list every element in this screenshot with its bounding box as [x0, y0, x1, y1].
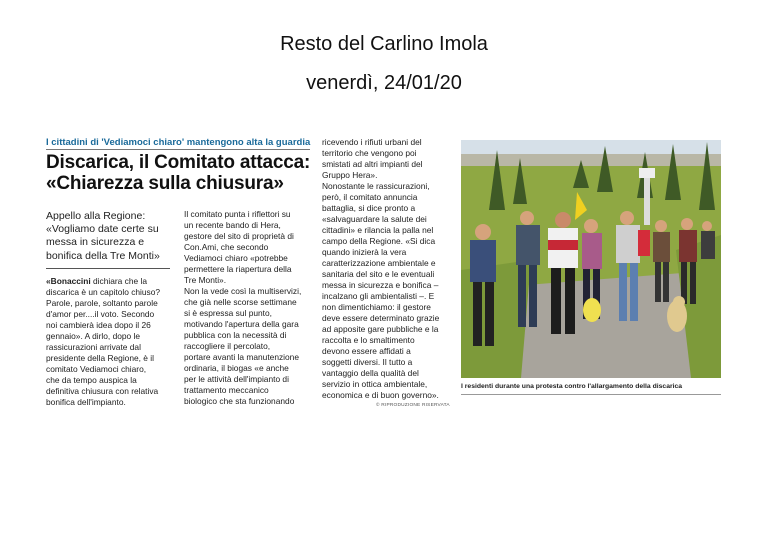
lead-word: «Bonaccini [46, 276, 91, 286]
subhead-divider [46, 268, 170, 269]
kicker-divider [46, 149, 310, 150]
article-kicker: I cittadini di 'Vediamoci chiaro' mantengono alta la guardia [46, 137, 311, 148]
article-headline: Discarica, il Comitato attacca: «Chiarezza sulla chiusura» [46, 152, 311, 194]
article-column-1 [46, 276, 174, 408]
protest-photo-illustration [461, 140, 721, 378]
column-1-text: dichiara che la discarica è un capitolo chiuso? Parole, parole, soltanto parole d'amor per....il voto. Secondo noi cambierà idea dopo il 26 gennaio». A dirlo, dopo le rassicurazioni arrivate dal presidente della Regione, è il comitato Vediamoci chiaro, che da tempo auspica la definitiva chiusura con relativa bonifica dell'impianto. [46, 276, 161, 407]
copyright-credit: © RIPRODUZIONE RISERVATA [376, 403, 450, 408]
protest-photo [461, 140, 721, 378]
caption-divider [461, 394, 721, 395]
photo-caption: I residenti durante una protesta contro l'allargamento della discarica [461, 383, 683, 390]
article-subhead: Appello alla Regione: «Vogliamo date certe su messa in sicurezza e bonifica della Tre Monti» [46, 210, 160, 262]
article-column-2: Il comitato punta i riflettori su un recente bando di Hera, gestore del sito di proprietà di Con.Ami, che secondo Vediamoci chiaro «potrebbe permettere la riapertura della Tre Monti». Non la vede così la multiservizi, che già nelle scorse settimane si è espressa sul punto, motivando l'apertura della gara pubblica con la necessità di raccogliere il percolato, portare avanti la manutenzione ordinaria, il biogas «e anche per le attività dell'impianto di trattamento meccanico biologico che sta funzionando [184, 209, 302, 406]
publication-date: venerdì, 24/01/20 [306, 72, 462, 94]
article-column-3: ricevendo i rifiuti urbani del territorio che vengono poi smistati ad altri impianti del Gruppo Hera». Nonostante le rassicurazioni, però, il comitato annuncia battaglia, si dice pronto a «salvaguardare la salute dei cittadini» e rilancia la palla nel campo della Regione. «Si dica quando inizierà la vera caratterizzazione ambientale e sanitaria del sito e le eventuali messa in sicurezza e bonifica – incalzano gli ambientalisti –. E non dimentichiamo: il gestore deve essere determinato grazie ad apposite gare pubbliche e la raccolta e lo smaltimento devono essere affidati a soggetti diversi. Il tutto a vantaggio della qualità del servizio in ottica ambientale, economica e di buon governo». [322, 137, 440, 400]
publication-name: Resto del Carlino Imola [280, 33, 488, 55]
